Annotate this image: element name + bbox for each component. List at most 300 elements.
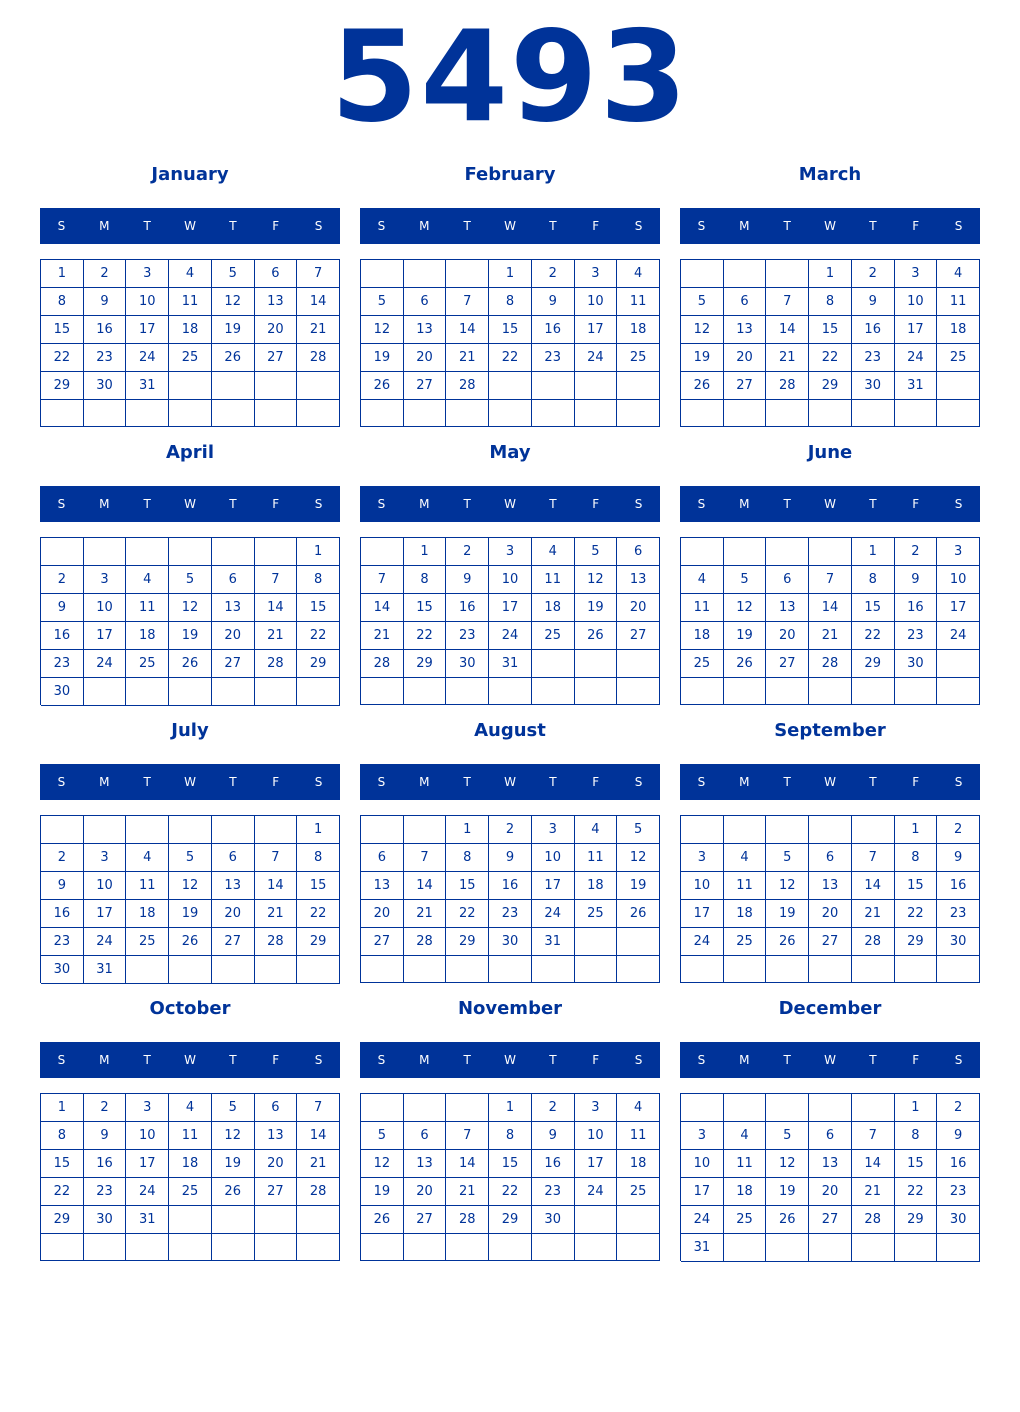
empty-cell: [575, 1234, 618, 1261]
day-cell: 26: [212, 344, 255, 372]
day-cell: 24: [126, 344, 169, 372]
weekday-label: W: [504, 1053, 516, 1067]
day-cell: 11: [126, 594, 169, 622]
day-cell: 23: [937, 1178, 980, 1206]
day-cell: 23: [84, 344, 127, 372]
day-cell: 2: [41, 844, 84, 872]
day-cell: 7: [852, 1122, 895, 1150]
day-cell: 18: [575, 872, 618, 900]
empty-cell: [681, 400, 724, 427]
day-cell: 17: [575, 1150, 618, 1178]
day-cell: 6: [724, 288, 767, 316]
weekday-label: T: [869, 1053, 877, 1067]
weekday-label: F: [272, 497, 280, 511]
day-cell: 7: [446, 1122, 489, 1150]
day-cell: 21: [852, 900, 895, 928]
day-cell: 9: [895, 566, 938, 594]
day-cell: 3: [681, 1122, 724, 1150]
day-cell: 4: [169, 260, 212, 288]
day-cell: 19: [766, 900, 809, 928]
day-cell: 7: [361, 566, 404, 594]
day-cell: 28: [852, 1206, 895, 1234]
day-cell: 10: [126, 288, 169, 316]
day-cell: 18: [169, 316, 212, 344]
empty-cell: [126, 678, 169, 706]
year-title: 5493: [330, 3, 690, 150]
day-cell: 30: [937, 1206, 980, 1234]
day-cell: 21: [255, 622, 298, 650]
day-cell: 27: [809, 928, 852, 956]
month-name: January: [151, 164, 229, 185]
day-cell: 24: [681, 928, 724, 956]
day-cell: 21: [852, 1178, 895, 1206]
empty-cell: [361, 678, 404, 705]
day-cell: 31: [126, 1206, 169, 1234]
day-cell: 17: [489, 594, 532, 622]
weekday-label: T: [869, 775, 877, 789]
empty-cell: [126, 400, 169, 427]
day-cell: 21: [809, 622, 852, 650]
empty-cell: [852, 678, 895, 705]
day-cell: 15: [297, 594, 340, 622]
day-cell: 20: [809, 900, 852, 928]
day-cell: 23: [852, 344, 895, 372]
day-cell: 25: [126, 928, 169, 956]
day-grid: [360, 1093, 660, 1261]
empty-cell: [41, 816, 84, 844]
day-cell: 29: [41, 1206, 84, 1234]
day-cell: 9: [41, 872, 84, 900]
day-cell: 19: [766, 1178, 809, 1206]
day-grid: [40, 815, 340, 983]
day-cell: 18: [617, 1150, 660, 1178]
day-cell: 7: [766, 288, 809, 316]
weekday-label: W: [824, 775, 836, 789]
day-cell: 26: [169, 928, 212, 956]
day-cell: 7: [852, 844, 895, 872]
empty-cell: [617, 372, 660, 400]
weekday-header: [360, 1042, 660, 1078]
day-cell: 23: [84, 1178, 127, 1206]
day-cell: 22: [809, 344, 852, 372]
day-cell: 28: [446, 1206, 489, 1234]
weekday-label: F: [912, 497, 920, 511]
empty-cell: [212, 678, 255, 706]
empty-cell: [617, 1206, 660, 1234]
day-cell: 1: [809, 260, 852, 288]
day-cell: 29: [446, 928, 489, 956]
day-cell: 4: [617, 1094, 660, 1122]
day-cell: 28: [297, 344, 340, 372]
empty-cell: [404, 678, 447, 705]
month-name: October: [149, 998, 231, 1019]
day-cell: 30: [532, 1206, 575, 1234]
day-cell: 12: [766, 872, 809, 900]
weekday-header: [680, 764, 980, 800]
weekday-label: T: [549, 497, 557, 511]
weekday-label: T: [869, 219, 877, 233]
day-cell: 21: [446, 344, 489, 372]
empty-cell: [41, 538, 84, 566]
weekday-label: M: [99, 497, 110, 511]
day-cell: 18: [169, 1150, 212, 1178]
day-cell: 27: [212, 650, 255, 678]
day-cell: 26: [766, 928, 809, 956]
weekday-label: F: [592, 775, 600, 789]
day-cell: 19: [361, 1178, 404, 1206]
empty-cell: [809, 1234, 852, 1262]
empty-cell: [297, 372, 340, 400]
day-cell: 13: [255, 288, 298, 316]
empty-cell: [361, 956, 404, 983]
day-cell: 30: [84, 372, 127, 400]
day-cell: 27: [255, 1178, 298, 1206]
weekday-label: S: [697, 775, 706, 789]
weekday-label: T: [549, 1053, 557, 1067]
day-cell: 2: [937, 816, 980, 844]
day-cell: 20: [404, 344, 447, 372]
empty-cell: [937, 956, 980, 983]
weekday-label: M: [419, 219, 430, 233]
day-cell: 16: [937, 1150, 980, 1178]
empty-cell: [255, 816, 298, 844]
weekday-label: S: [634, 497, 643, 511]
weekday-label: F: [592, 497, 600, 511]
empty-cell: [84, 538, 127, 566]
weekday-label: F: [912, 775, 920, 789]
day-cell: 3: [126, 1094, 169, 1122]
day-cell: 10: [489, 566, 532, 594]
empty-cell: [489, 400, 532, 427]
weekday-label: S: [314, 219, 323, 233]
weekday-label: M: [99, 775, 110, 789]
day-cell: 16: [84, 316, 127, 344]
weekday-label: T: [869, 497, 877, 511]
day-grid: [40, 259, 340, 427]
day-cell: 30: [41, 956, 84, 984]
empty-cell: [361, 260, 404, 288]
empty-cell: [212, 816, 255, 844]
day-cell: 6: [766, 566, 809, 594]
weekday-label: T: [463, 1053, 471, 1067]
day-cell: 8: [489, 288, 532, 316]
empty-cell: [532, 400, 575, 427]
day-cell: 16: [532, 1150, 575, 1178]
weekday-label: S: [57, 497, 66, 511]
day-cell: 31: [895, 372, 938, 400]
weekday-label: T: [143, 775, 151, 789]
day-cell: 3: [532, 816, 575, 844]
weekday-label: F: [592, 1053, 600, 1067]
weekday-label: T: [229, 497, 237, 511]
empty-cell: [41, 1234, 84, 1261]
empty-cell: [766, 1094, 809, 1122]
day-cell: 29: [895, 928, 938, 956]
weekday-label: W: [504, 497, 516, 511]
day-cell: 17: [895, 316, 938, 344]
day-cell: 8: [895, 1122, 938, 1150]
empty-cell: [575, 372, 618, 400]
weekday-label: M: [739, 497, 750, 511]
weekday-label: T: [143, 497, 151, 511]
day-cell: 15: [895, 872, 938, 900]
day-cell: 22: [895, 900, 938, 928]
empty-cell: [169, 538, 212, 566]
day-cell: 15: [809, 316, 852, 344]
weekday-label: S: [697, 219, 706, 233]
month-name: June: [807, 442, 853, 463]
weekday-label: M: [739, 219, 750, 233]
empty-cell: [852, 1094, 895, 1122]
day-cell: 8: [489, 1122, 532, 1150]
day-cell: 13: [212, 594, 255, 622]
day-cell: 21: [361, 622, 404, 650]
empty-cell: [212, 372, 255, 400]
day-cell: 20: [255, 316, 298, 344]
day-cell: 5: [681, 288, 724, 316]
day-cell: 18: [126, 622, 169, 650]
day-cell: 26: [575, 622, 618, 650]
day-cell: 28: [766, 372, 809, 400]
empty-cell: [724, 400, 767, 427]
day-cell: 5: [361, 288, 404, 316]
day-cell: 1: [852, 538, 895, 566]
day-cell: 27: [809, 1206, 852, 1234]
day-grid: [40, 537, 340, 705]
day-cell: 15: [446, 872, 489, 900]
day-cell: 30: [41, 678, 84, 706]
empty-cell: [255, 1234, 298, 1261]
empty-cell: [937, 650, 980, 678]
day-cell: 20: [404, 1178, 447, 1206]
weekday-label: W: [184, 775, 196, 789]
day-cell: 11: [937, 288, 980, 316]
empty-cell: [575, 400, 618, 427]
day-grid: [360, 815, 660, 983]
day-cell: 22: [446, 900, 489, 928]
weekday-label: W: [504, 775, 516, 789]
day-cell: 12: [575, 566, 618, 594]
day-cell: 17: [84, 622, 127, 650]
day-cell: 17: [84, 900, 127, 928]
day-cell: 18: [617, 316, 660, 344]
day-cell: 7: [255, 566, 298, 594]
weekday-label: W: [824, 1053, 836, 1067]
empty-cell: [724, 678, 767, 705]
day-cell: 27: [617, 622, 660, 650]
day-cell: 19: [212, 316, 255, 344]
empty-cell: [169, 1206, 212, 1234]
day-cell: 1: [895, 1094, 938, 1122]
weekday-label: S: [377, 1053, 386, 1067]
day-cell: 13: [809, 1150, 852, 1178]
day-cell: 17: [681, 1178, 724, 1206]
empty-cell: [169, 400, 212, 427]
day-cell: 22: [852, 622, 895, 650]
empty-cell: [895, 956, 938, 983]
weekday-label: S: [954, 497, 963, 511]
day-cell: 6: [809, 844, 852, 872]
day-cell: 19: [169, 900, 212, 928]
day-cell: 16: [937, 872, 980, 900]
empty-cell: [404, 1094, 447, 1122]
empty-cell: [169, 956, 212, 984]
weekday-label: M: [739, 775, 750, 789]
day-cell: 24: [575, 1178, 618, 1206]
day-cell: 5: [212, 260, 255, 288]
day-cell: 30: [937, 928, 980, 956]
weekday-label: S: [314, 497, 323, 511]
empty-cell: [446, 260, 489, 288]
day-cell: 28: [852, 928, 895, 956]
day-cell: 29: [404, 650, 447, 678]
empty-cell: [532, 1234, 575, 1261]
day-cell: 21: [297, 1150, 340, 1178]
day-cell: 20: [255, 1150, 298, 1178]
day-cell: 7: [809, 566, 852, 594]
day-cell: 14: [361, 594, 404, 622]
day-cell: 27: [766, 650, 809, 678]
day-cell: 25: [532, 622, 575, 650]
day-grid: [40, 1093, 340, 1261]
empty-cell: [766, 1234, 809, 1262]
day-cell: 28: [255, 928, 298, 956]
empty-cell: [852, 956, 895, 983]
weekday-label: W: [184, 497, 196, 511]
day-cell: 28: [404, 928, 447, 956]
day-cell: 22: [489, 1178, 532, 1206]
day-cell: 9: [937, 844, 980, 872]
day-cell: 1: [446, 816, 489, 844]
empty-cell: [532, 372, 575, 400]
empty-cell: [446, 956, 489, 983]
day-cell: 9: [84, 288, 127, 316]
day-cell: 18: [724, 1178, 767, 1206]
day-cell: 8: [852, 566, 895, 594]
empty-cell: [255, 400, 298, 427]
empty-cell: [681, 538, 724, 566]
day-cell: 24: [575, 344, 618, 372]
day-cell: 9: [489, 844, 532, 872]
day-cell: 22: [297, 900, 340, 928]
empty-cell: [404, 1234, 447, 1261]
day-cell: 3: [84, 844, 127, 872]
weekday-header: [360, 486, 660, 522]
day-cell: 13: [809, 872, 852, 900]
day-cell: 20: [809, 1178, 852, 1206]
day-cell: 3: [126, 260, 169, 288]
day-cell: 10: [126, 1122, 169, 1150]
day-cell: 21: [255, 900, 298, 928]
weekday-header: [360, 208, 660, 244]
day-cell: 24: [489, 622, 532, 650]
day-cell: 8: [41, 1122, 84, 1150]
day-cell: 19: [617, 872, 660, 900]
day-cell: 6: [361, 844, 404, 872]
weekday-label: S: [377, 497, 386, 511]
weekday-label: S: [377, 219, 386, 233]
day-cell: 25: [169, 344, 212, 372]
empty-cell: [724, 538, 767, 566]
empty-cell: [404, 816, 447, 844]
empty-cell: [41, 400, 84, 427]
weekday-label: M: [99, 1053, 110, 1067]
day-cell: 8: [895, 844, 938, 872]
day-cell: 3: [937, 538, 980, 566]
weekday-header: [680, 208, 980, 244]
empty-cell: [937, 1234, 980, 1262]
empty-cell: [169, 816, 212, 844]
day-cell: 18: [681, 622, 724, 650]
day-cell: 7: [297, 260, 340, 288]
day-cell: 2: [41, 566, 84, 594]
empty-cell: [361, 538, 404, 566]
weekday-label: W: [184, 1053, 196, 1067]
weekday-label: T: [229, 775, 237, 789]
weekday-header: [680, 1042, 980, 1078]
day-cell: 5: [575, 538, 618, 566]
empty-cell: [575, 956, 618, 983]
day-cell: 3: [489, 538, 532, 566]
empty-cell: [297, 400, 340, 427]
day-cell: 4: [532, 538, 575, 566]
day-grid: [680, 815, 980, 983]
day-cell: 24: [84, 928, 127, 956]
day-cell: 15: [41, 316, 84, 344]
day-cell: 21: [404, 900, 447, 928]
empty-cell: [937, 678, 980, 705]
day-cell: 11: [617, 1122, 660, 1150]
weekday-label: S: [57, 1053, 66, 1067]
day-cell: 11: [617, 288, 660, 316]
empty-cell: [681, 678, 724, 705]
day-cell: 4: [126, 844, 169, 872]
day-cell: 15: [404, 594, 447, 622]
empty-cell: [84, 400, 127, 427]
day-cell: 1: [895, 816, 938, 844]
day-cell: 12: [724, 594, 767, 622]
day-cell: 23: [532, 344, 575, 372]
day-cell: 31: [84, 956, 127, 984]
weekday-label: S: [954, 775, 963, 789]
month-name: April: [165, 442, 215, 463]
day-cell: 4: [617, 260, 660, 288]
day-cell: 14: [852, 1150, 895, 1178]
day-cell: 14: [297, 1122, 340, 1150]
day-cell: 22: [297, 622, 340, 650]
day-cell: 13: [766, 594, 809, 622]
empty-cell: [126, 816, 169, 844]
day-grid: [680, 537, 980, 705]
day-cell: 13: [617, 566, 660, 594]
day-cell: 13: [361, 872, 404, 900]
empty-cell: [575, 1206, 618, 1234]
day-grid: [680, 1093, 980, 1261]
day-cell: 5: [766, 1122, 809, 1150]
day-cell: 10: [532, 844, 575, 872]
day-cell: 29: [489, 1206, 532, 1234]
day-cell: 6: [617, 538, 660, 566]
empty-cell: [126, 1234, 169, 1261]
day-cell: 10: [895, 288, 938, 316]
day-cell: 31: [532, 928, 575, 956]
empty-cell: [212, 400, 255, 427]
weekday-label: T: [783, 775, 791, 789]
day-cell: 29: [297, 928, 340, 956]
weekday-label: T: [143, 219, 151, 233]
day-cell: 11: [724, 872, 767, 900]
day-cell: 3: [895, 260, 938, 288]
